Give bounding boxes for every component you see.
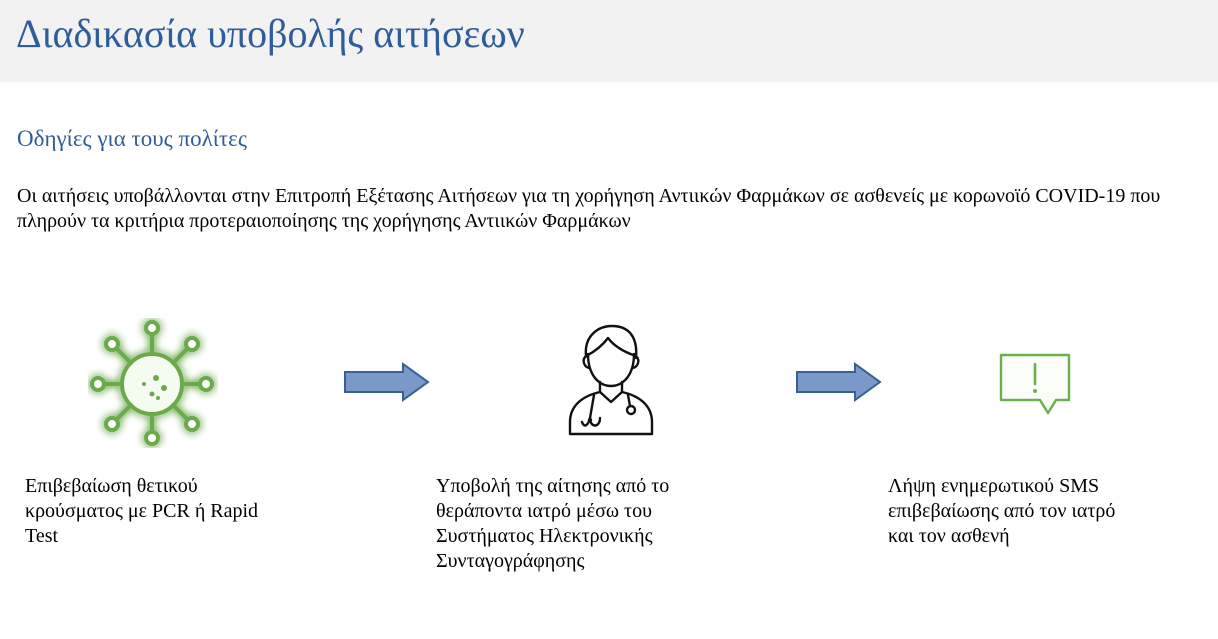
intro-paragraph: Οι αιτήσεις υποβάλλονται στην Επιτροπή Εξέτασης Αιτήσεων για τη χορήγηση Αντιικών Φαρμάκων σε ασθενείς με κορωνοϊό COVID-19 που πληρούν τα κριτήρια προτεραιοποίησης της χορήγησης Αντιικών Φαρμάκων bbox=[17, 185, 1161, 232]
arrow-right-icon bbox=[343, 362, 431, 402]
virus-icon bbox=[88, 318, 218, 448]
page-title: Διαδικασία υποβολής αιτήσεων bbox=[16, 11, 525, 56]
step-3-text: Λήψη ενημερωτικού SMS επιβεβαίωσης από τον ιατρό και τον ασθενή bbox=[888, 475, 1116, 547]
step-2-text: Υποβολή της αίτησης από το θεράποντα ιατρό μέσω του Συστήματος Ηλεκτρονικής Συνταγογράφησης bbox=[436, 475, 670, 572]
doctor-icon bbox=[560, 322, 660, 438]
section-title: Οδηγίες για τους πολίτες bbox=[17, 126, 247, 151]
arrow-right-icon bbox=[795, 362, 883, 402]
header-bar bbox=[0, 0, 1218, 82]
sms-alert-icon bbox=[998, 352, 1072, 418]
step-1-text: Επιβεβαίωση θετικού κρούσματος με PCR ή Rapid Test bbox=[25, 475, 259, 547]
